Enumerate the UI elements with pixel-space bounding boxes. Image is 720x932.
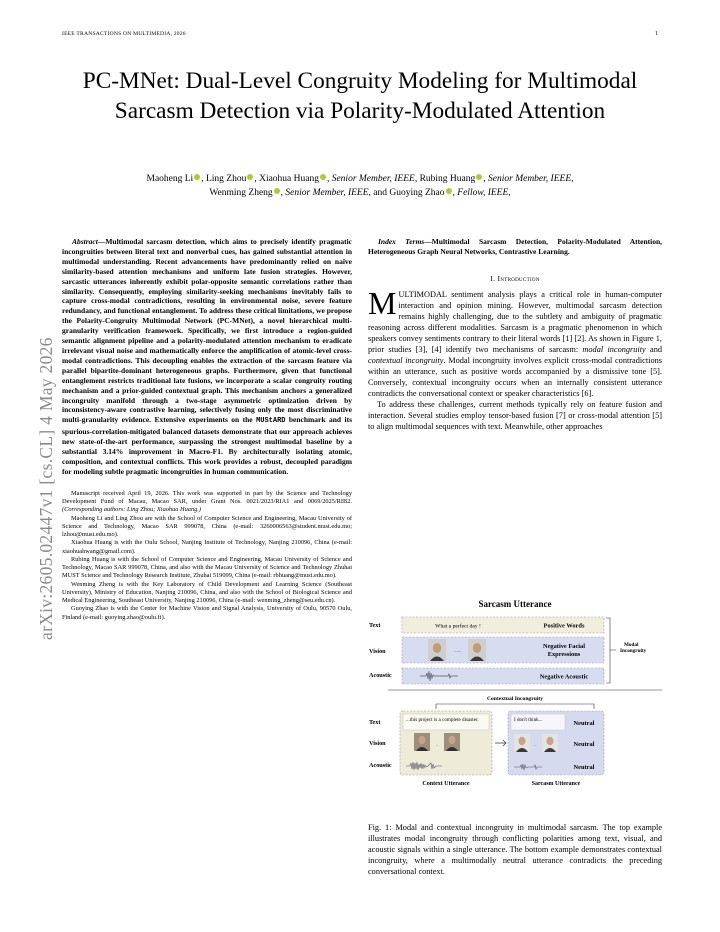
footnote-affiliation: Xiaohua Huang is with the Oulu School, Nanjing Institute of Technology, Nanjing 210096, China (e-mail: xiaohuahwang@gmail.com). bbox=[62, 539, 352, 555]
neutral-label: Neutral bbox=[573, 764, 595, 771]
orcid-icon[interactable] bbox=[194, 174, 200, 180]
author-name: Guoying Zhao bbox=[389, 187, 445, 198]
intro-paragraph: To address these challenges, current methods typically rely on feature fusion and interaction. Several studies employ tensor-based fusion [7] or cross-modal attention [5] to align multimodal sequences with text. Meanwhile, other approaches bbox=[368, 400, 662, 432]
row-label: Text bbox=[369, 719, 381, 726]
footnote-funding: Manuscript received April 19, 2026. This work was supported in part by the Science and Technology Development Fund of Macau, Macao SAR, under Grant Nos. 0021/2023/RIA1 and 0069/2025/RIB2. (Corresponding authors: Ling Zhou; Xiaohua Huang.) bbox=[62, 489, 352, 514]
section-heading: I. Introduction bbox=[490, 273, 540, 283]
orcid-icon[interactable] bbox=[320, 174, 326, 180]
utterance-quote: I don't think... bbox=[514, 717, 543, 723]
face-image bbox=[444, 733, 460, 751]
svg-text:......: ...... bbox=[454, 649, 462, 654]
modal-bracket bbox=[606, 618, 616, 683]
author-role: Fellow, IEEE bbox=[457, 187, 509, 198]
svg-text:..: .. bbox=[436, 743, 439, 748]
footnote-affiliation: Maoheng Li and Ling Zhou are with the School of Computer Science and Engineering, Macau University of Science and Technology, Macao SAR 999078, China (e-mail: 3260006563@student.must.edu.mo; lzhou@must.edu.mo). bbox=[62, 514, 352, 538]
face-image bbox=[428, 639, 446, 661]
footnote-affiliation: Wenming Zheng is with the Key Laboratory of Child Development and Learning Science (Southeast University), Ministry of Education, Nanjing 210096, China, and also with the School of Biological Science and Medical Engineering, Southeast University, Nanjing 210096, China (e-mail: wenming_zheng@seu.edu.cn). bbox=[62, 580, 352, 604]
abstract: Abstract—Multimodal sarcasm detection, which aims to precisely identify pragmatic incongruities between literal text and nonverbal cues, has gained substantial attention in multimodal understanding. Recent advancements have predominantly relied on naïve similarity-based attention mechanisms and uniform late fusion strategies. However, sarcastic utterances inherently exhibit polar-opposite semantic correlations rather than similarity. Consequently, employing similarity-seeking mechanisms inevitably fails to capture cross-modal contradictions, resulting in environmental noise, severe feature redundancy, and functional entanglement. To address these critical limitations, we propose the Polarity-Congruity Multimodal Network (PC-MNet), a novel hierarchical multi-granularity verification framework. Specifically, we first introduce a region-guided semantic alignment pipeline and a polarity-modulated attention mechanism to eradicate irrelevant visual noise and mathematically enforce the amplification of atomic-level cross-modal contradictions. This decoupling enables the extraction of the sarcasm feature via parallel bipartite-dominant heterogeneous graphs. Furthermore, given that functional entanglement restricts traditional late fusions, we incorporate a scalar congruity routing mechanism and a prior-guided contextual graph. This mechanism anchors a generalized incongruity manifold through a two-stage asymmetric optimization driven by inconsistency-aware contrastive learning, selectively fusing only the most discriminative multi-granularity evidence. Extensive experiments on the MUStARD benchmark and its spurious-correlation-mitigated balanced datasets demonstrate that our approach achieves new state-of-the-art performance, surpassing the strongest multimodal baseline by a substantial 3.14% improvement in Macro-F1. By architecturally isolating atomic, composition, and contextual conflicts. This work provides a robust, decoupled paradigm for modeling subtle pragmatic incongruities in human communication. bbox=[62, 237, 352, 476]
arxiv-stamp: arXiv:2605.02447v1 [cs.CL] 4 May 2026 bbox=[36, 337, 56, 640]
context-utterance-label: Context Utterance bbox=[422, 781, 470, 787]
modal-incongruity-label: Modal Incongruity bbox=[620, 642, 647, 654]
face-image bbox=[414, 733, 430, 751]
negative-facial-label: Negative Facial Expressions bbox=[542, 643, 586, 658]
orcid-icon[interactable] bbox=[476, 174, 482, 180]
author-name: Wenming Zheng bbox=[209, 187, 273, 198]
negative-acoustic-label: Negative Acoustic bbox=[539, 673, 589, 681]
paper-title: PC-MNet: Dual-Level Congruity Modeling for Multimodal Sarcasm Detection via Polarity-Modulated Attention bbox=[82, 68, 638, 124]
author-name: Ling Zhou bbox=[205, 174, 247, 184]
left-column bbox=[62, 237, 352, 622]
contextual-incongruity-label: Contextual Incongruity bbox=[486, 696, 544, 702]
face-image bbox=[468, 639, 486, 661]
footnotes bbox=[62, 490, 352, 622]
orcid-icon[interactable] bbox=[247, 174, 253, 180]
figure-1 bbox=[368, 596, 662, 822]
page-number: 1 bbox=[655, 31, 658, 37]
row-label: Acoustic bbox=[369, 762, 392, 769]
intro-paragraph: MULTIMODAL sentiment analysis plays a critical role in human-computer interaction and opinion mining. However, multimodal sarcasm detection remains highly challenging, due to the subtlety and ambiguity of pragmatic reasoning across different modalities. Sarcasm is a pragmatic phenomenon in which speakers convey sentiments contrary to their literal words [1] [2]. As shown in Figure 1, prior studies [3], [4] identify two mechanisms of sarcasm: modal incongruity and contextual incongruity. Modal incongruity involves explicit cross-modal contradictions within an utterance, such as positive words accompanied by a dismissive tone [5]. Conversely, contextual incongruity occurs when an internally consistent utterance contradicts the conversational context or speaker characteristics [6]. bbox=[368, 285, 662, 399]
neutral-label: Neutral bbox=[573, 720, 595, 727]
row-label: Acoustic bbox=[369, 672, 392, 679]
figure-caption: Fig. 1: Modal and contextual incongruity in multimodal sarcasm. The top example illustrates modal incongruity through conflicting polarities among text, visual, and acoustic signals within a single utterance. The bottom example demonstrates contextual incongruity, where a multimodally neutral utterance contradicts the preceding conversational context. bbox=[368, 823, 663, 876]
row-label: Vision bbox=[369, 648, 386, 655]
arrow-icon bbox=[495, 740, 506, 746]
context-quote: ...this project is a complete disaster. bbox=[406, 717, 479, 723]
face-image bbox=[514, 734, 530, 752]
footnote-affiliation: Guoying Zhao is with the Center for Machine Vision and Signal Analysis, University of Oulu, 90570 Oulu, Finland (e-mail: guoying.zhao@oulu.fi). bbox=[62, 605, 352, 621]
author-list: Maoheng Li , Ling Zhou , Xiaohua Huang , Senior Member, IEEE, Rubing Huang , Senior Member, IEEE, Wenming Zheng , Senior Member, IEEE, and Guoying Zhao , Fellow, IEEE, bbox=[146, 174, 574, 198]
row-label: Text bbox=[369, 622, 381, 629]
right-column bbox=[368, 237, 662, 432]
author-name: Maoheng Li bbox=[146, 174, 194, 184]
orcid-icon[interactable] bbox=[274, 188, 280, 194]
author-role: Senior Member, IEEE bbox=[285, 187, 369, 198]
row-label: Vision bbox=[369, 740, 386, 747]
figure-top-title: Sarcasm Utterance bbox=[478, 599, 552, 609]
utterance-quote: What a perfect day ! bbox=[435, 623, 481, 630]
index-terms: Index Terms—Multimodal Sarcasm Detection, Polarity-Modulated Attention, Heterogeneous Graph Neural Networks, Contrastive Learning. bbox=[368, 237, 662, 256]
orcid-icon[interactable] bbox=[446, 188, 452, 194]
abstract-label: Abstract bbox=[72, 237, 98, 246]
positive-words-label: Positive Words bbox=[543, 622, 585, 630]
sarcasm-utterance-label: Sarcasm Utterance bbox=[531, 781, 581, 787]
dataset-name: MUStARD bbox=[256, 417, 286, 426]
author-role: Senior Member, IEEE bbox=[331, 174, 415, 184]
drop-cap: M bbox=[368, 285, 397, 322]
author-role: Senior Member, IEEE bbox=[488, 174, 572, 184]
face-image bbox=[542, 734, 558, 752]
footnote-affiliation: Rubing Huang is with the School of Computer Science and Engineering, Macau University of Science and Technology, Macao SAR 999078, China, and also with the Macau University of Science and Technology Zhuhai MUST Science and Technology Research Institute, Zhuhai 519099, China (e-mail: rbhuang@must.edu.mo). bbox=[62, 555, 352, 580]
author-name: Xiaohua Huang bbox=[259, 174, 319, 184]
author-name: Rubing Huang bbox=[419, 174, 476, 184]
running-head: IEEE TRANSACTIONS ON MULTIMEDIA, 2026 bbox=[62, 31, 186, 37]
neutral-label: Neutral bbox=[573, 741, 595, 748]
svg-text:..: .. bbox=[534, 743, 537, 748]
